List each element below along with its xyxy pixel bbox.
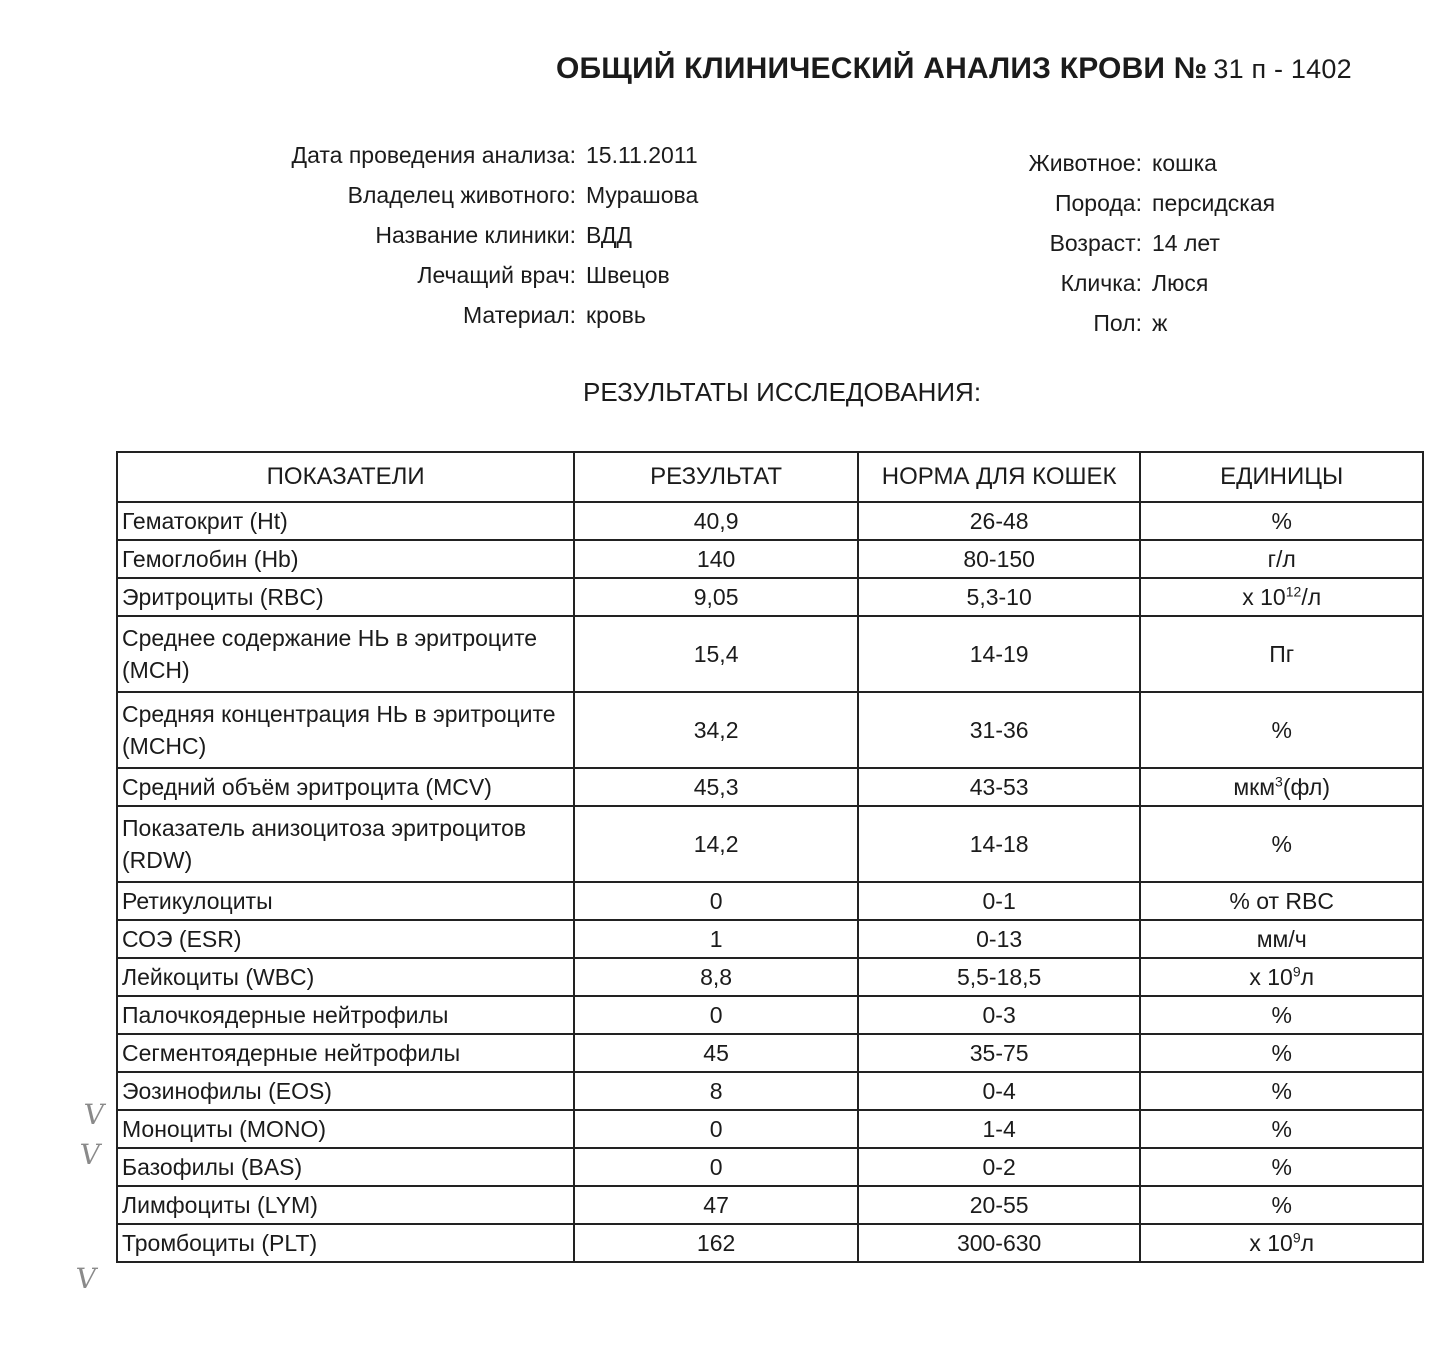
table-row (117, 958, 1423, 996)
info-row-nickname (900, 263, 1275, 303)
indicator-cell: Гематокрит (Ht) (117, 502, 574, 540)
indicator-cell: Лимфоциты (LYM) (117, 1186, 574, 1224)
page-title (556, 52, 1352, 86)
unit-text: % (1271, 507, 1292, 534)
info-right-block (900, 143, 1275, 343)
info-label: Лечащий врач: (417, 261, 576, 288)
title-text: ОБЩИЙ КЛИНИЧЕСКИЙ АНАЛИЗ КРОВИ № (556, 52, 1208, 85)
info-row-owner (180, 175, 698, 215)
result-cell: 140 (574, 540, 858, 578)
indicator-cell: Средняя концентрация НЬ в эритроците (MCHC) (117, 692, 574, 768)
info-label: Владелец животного: (347, 181, 576, 208)
table-row (117, 692, 1423, 768)
table-row (117, 768, 1423, 806)
norm-cell: 14-19 (858, 616, 1140, 692)
table-row (117, 1072, 1423, 1110)
info-row-animal (900, 143, 1275, 183)
indicator-cell: Показатель анизоцитоза эритроцитов (RDW) (117, 806, 574, 882)
header-indicators: ПОКАЗАТЕЛИ (117, 452, 574, 502)
unit-text: г/л (1267, 545, 1296, 572)
norm-cell: 0-13 (858, 920, 1140, 958)
indicator-cell: Среднее содержание НЬ в эритроците (MCH) (117, 616, 574, 692)
table-row (117, 806, 1423, 882)
unit-text: Пг (1269, 640, 1295, 667)
header-result: РЕЗУЛЬТАТ (574, 452, 858, 502)
table-row (117, 996, 1423, 1034)
info-value: Швецов (586, 261, 670, 288)
unit-cell (1140, 540, 1423, 578)
norm-cell: 14-18 (858, 806, 1140, 882)
table-row (117, 1110, 1423, 1148)
unit-superscript: 12 (1285, 583, 1302, 600)
unit-text: мкм (1233, 773, 1276, 800)
unit-tail: л (1300, 963, 1315, 990)
info-label: Кличка: (1060, 269, 1142, 296)
norm-cell: 0-3 (858, 996, 1140, 1034)
norm-cell: 26-48 (858, 502, 1140, 540)
result-cell: 45 (574, 1034, 858, 1072)
table-row (117, 1148, 1423, 1186)
unit-cell (1140, 502, 1423, 540)
norm-cell: 0-2 (858, 1148, 1140, 1186)
unit-cell (1140, 616, 1423, 692)
info-value: 15.11.2011 (586, 141, 698, 168)
unit-cell (1140, 692, 1423, 768)
info-value: ж (1152, 309, 1168, 336)
indicator-cell: Ретикулоциты (117, 882, 574, 920)
unit-cell (1140, 1110, 1423, 1148)
unit-tail: (фл) (1282, 773, 1331, 800)
norm-cell: 80-150 (858, 540, 1140, 578)
unit-cell (1140, 882, 1423, 920)
table-row (117, 1186, 1423, 1224)
unit-cell (1140, 1224, 1423, 1262)
indicator-cell: СОЭ (ESR) (117, 920, 574, 958)
info-row-doctor (180, 255, 698, 295)
result-cell: 40,9 (574, 502, 858, 540)
result-cell: 47 (574, 1186, 858, 1224)
info-row-sex (900, 303, 1275, 343)
norm-cell: 20-55 (858, 1186, 1140, 1224)
result-cell: 0 (574, 882, 858, 920)
indicator-cell: Палочкоядерные нейтрофилы (117, 996, 574, 1034)
unit-text: % (1271, 830, 1292, 857)
result-cell: 0 (574, 996, 858, 1034)
info-value: Мурашова (586, 181, 699, 208)
result-cell: 162 (574, 1224, 858, 1262)
result-cell: 0 (574, 1148, 858, 1186)
handwritten-check-mark: V (73, 1262, 99, 1295)
unit-cell (1140, 996, 1423, 1034)
unit-text: % (1271, 1077, 1292, 1104)
table-row (117, 1224, 1423, 1262)
info-value: кошка (1152, 149, 1217, 176)
norm-cell: 31-36 (858, 692, 1140, 768)
unit-text: % (1271, 716, 1292, 743)
table-row (117, 540, 1423, 578)
unit-cell (1140, 1034, 1423, 1072)
unit-text: % от RBC (1229, 887, 1334, 914)
unit-text: % (1271, 1153, 1292, 1180)
info-row-age (900, 223, 1275, 263)
norm-cell: 300-630 (858, 1224, 1140, 1262)
result-cell: 0 (574, 1110, 858, 1148)
unit-superscript: 9 (1292, 1229, 1301, 1246)
unit-superscript: 9 (1292, 963, 1301, 980)
unit-text: мм/ч (1256, 925, 1307, 952)
indicator-cell: Сегментоядерные нейтрофилы (117, 1034, 574, 1072)
indicator-cell: Эозинофилы (EOS) (117, 1072, 574, 1110)
table-row (117, 616, 1423, 692)
indicator-cell: Базофилы (BAS) (117, 1148, 574, 1186)
results-table (116, 451, 1424, 1263)
unit-text: % (1271, 1001, 1292, 1028)
info-label: Животное: (1028, 149, 1142, 176)
unit-text: x 10 (1249, 1229, 1293, 1256)
unit-text: % (1271, 1039, 1292, 1066)
table-row (117, 502, 1423, 540)
info-value: ВДД (586, 221, 632, 248)
unit-cell (1140, 1148, 1423, 1186)
result-cell: 9,05 (574, 578, 858, 616)
results-title: РЕЗУЛЬТАТЫ ИССЛЕДОВАНИЯ: (583, 377, 982, 407)
unit-cell (1140, 806, 1423, 882)
header-norm: НОРМА ДЛЯ КОШЕК (858, 452, 1140, 502)
info-value: Люся (1152, 269, 1209, 296)
info-row-breed (900, 183, 1275, 223)
norm-cell: 43-53 (858, 768, 1140, 806)
info-value: персидская (1152, 189, 1276, 216)
result-cell: 1 (574, 920, 858, 958)
norm-cell: 0-4 (858, 1072, 1140, 1110)
unit-tail: л (1300, 1229, 1315, 1256)
unit-text: x 10 (1249, 963, 1293, 990)
unit-tail: /л (1301, 583, 1322, 610)
unit-cell (1140, 1072, 1423, 1110)
indicator-cell: Тромбоциты (PLT) (117, 1224, 574, 1262)
header-units: ЕДИНИЦЫ (1140, 452, 1423, 502)
info-label: Пол: (1093, 309, 1142, 336)
info-row-material (180, 295, 698, 335)
table-row (117, 1034, 1423, 1072)
result-cell: 15,4 (574, 616, 858, 692)
info-label: Материал: (462, 301, 576, 328)
info-label: Возраст: (1049, 229, 1142, 256)
indicator-cell: Лейкоциты (WBC) (117, 958, 574, 996)
unit-superscript: 3 (1275, 773, 1283, 790)
info-label: Название клиники: (375, 221, 576, 248)
indicator-cell: Гемоглобин (Hb) (117, 540, 574, 578)
unit-text: % (1271, 1191, 1292, 1218)
unit-cell (1140, 1186, 1423, 1224)
info-value: кровь (586, 301, 646, 328)
handwritten-check-mark: V (81, 1098, 107, 1131)
handwritten-check-mark: V (77, 1138, 103, 1171)
result-cell: 34,2 (574, 692, 858, 768)
result-cell: 14,2 (574, 806, 858, 882)
norm-cell: 0-1 (858, 882, 1140, 920)
info-row-date (180, 135, 698, 175)
unit-cell (1140, 578, 1423, 616)
analysis-number: 31 п - 1402 (1213, 54, 1352, 84)
result-cell: 45,3 (574, 768, 858, 806)
result-cell: 8,8 (574, 958, 858, 996)
norm-cell: 1-4 (858, 1110, 1140, 1148)
unit-cell (1140, 768, 1423, 806)
unit-text: x 10 (1242, 583, 1286, 610)
unit-cell (1140, 920, 1423, 958)
norm-cell: 5,5-18,5 (858, 958, 1140, 996)
unit-text: % (1271, 1115, 1292, 1142)
table-row (117, 882, 1423, 920)
info-label: Порода: (1054, 189, 1142, 216)
info-row-clinic (180, 215, 698, 255)
norm-cell: 5,3-10 (858, 578, 1140, 616)
info-label: Дата проведения анализа: (291, 141, 576, 168)
result-cell: 8 (574, 1072, 858, 1110)
info-left-block (180, 135, 698, 335)
norm-cell: 35-75 (858, 1034, 1140, 1072)
unit-cell (1140, 958, 1423, 996)
table-header-row (117, 452, 1423, 502)
indicator-cell: Средний объём эритроцита (MCV) (117, 768, 574, 806)
indicator-cell: Моноциты (MONO) (117, 1110, 574, 1148)
table-row (117, 578, 1423, 616)
indicator-cell: Эритроциты (RBC) (117, 578, 574, 616)
table-row (117, 920, 1423, 958)
info-value: 14 лет (1152, 229, 1220, 256)
